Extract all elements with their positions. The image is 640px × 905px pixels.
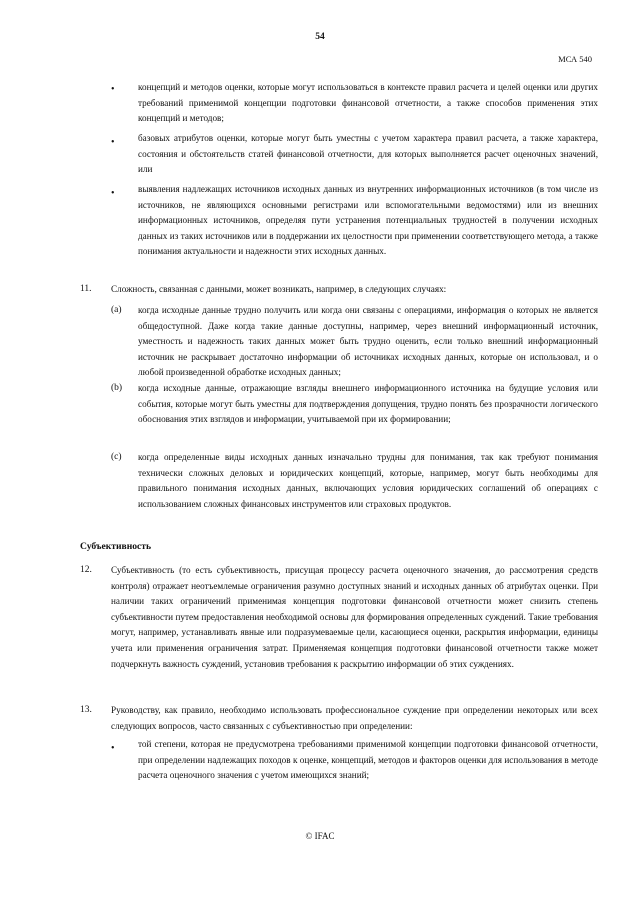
paragraph-text: Субъективность (то есть субъективность, присущая процессу расчета оценочного значения, до рассмотрения средств контроля) отражает неотъемлемые ограничения разумно доступных знаний и исходных данных об атрибутах оценки. При наличии таких ограничений применимая концепция подготовки финансовой отчетности может снизить степень субъективности путем предоставления необходимой основы для формирования определенных суждений. Такие требования могут, например, устанавливать явные или подразумеваемые цели, касающиеся оценки, раскрытия информации, единицы учета или применения ограничения затрат. Применяемая концепция подготовки финансовой отчетности также может подчеркнуть важность суждений, установив требования к раскрытию информации об этих суждениях. — [111, 565, 598, 669]
bullet-marker: • — [111, 137, 115, 148]
bullet-marker: • — [111, 84, 115, 95]
bullet-text: базовых атрибутов оценки, которые могут быть уместны с учетом характера правил расчета, а также характера, состояния и обстоятельств статей финансовой отчетности, для которых выполняется расчет оценочных значений, или — [138, 133, 598, 175]
bullet-text: концепций и методов оценки, которые могут использоваться в контексте правил расчета и целей оценки или других требований применимой концепции подготовки финансовой отчетности, а также способов применения этих концепций и методов; — [138, 82, 598, 124]
item-text: когда исходные данные трудно получить или когда они связаны с операциями, информация о которых не является общедоступной. Даже когда такие данные доступны, например, через внешний информационный источник, уместность и надежность таких данных может быть трудно оценить, если только внешний информационный источник не раскрывает достаточно информации об источниках исходных данных, которые он использовал, и о любой произведенной обработке исходных данных; — [138, 305, 598, 378]
page-number: 54 — [315, 32, 325, 42]
footer-copyright: © IFAC — [305, 831, 335, 841]
item-label: (c) — [111, 452, 122, 462]
item-label: (b) — [111, 383, 123, 393]
bullet-marker: • — [111, 743, 115, 754]
bullet-text: той степени, которая не предусмотрена требованиями применимой концепции подготовки финансовой отчетности, при определении надлежащих походов к оценке, концепций, методов и факторов оценки для использования в методе расчета оценочного значения с учетом имеющихся знаний; — [138, 739, 598, 781]
paragraph-text: Руководству, как правило, необходимо использовать профессиональное суждение при определении некоторых или всех следующих вопросов, часто связанных с субъективностью при определении: — [111, 705, 598, 731]
item-label: (a) — [111, 305, 122, 315]
item-text: когда исходные данные, отражающие взгляды внешнего информационного источника на будущие условия или события, которые могут быть уместны для подтверждения допущения, трудно понять без прозрачности логического обоснования этих взглядов и информации, учитываемой при их формировании; — [138, 383, 598, 425]
section-heading: Субъективность — [80, 541, 152, 552]
paragraph-number: 13. — [80, 705, 92, 715]
bullet-text: выявления надлежащих источников исходных данных из внутренних информационных источников (в том числе из источников, не являющихся основными регистрами или вспомогательными ведомостями) или из внешних информационных источников, определяя пути устранения потенциальных трудностей в получении исходных данных из таких источников или в поддержании их целостности при применении соответствующего метода, а также понимания актуальности и надежности этих исходных данных. — [138, 184, 598, 257]
paragraph-text: Сложность, связанная с данными, может возникать, например, в следующих случаях: — [111, 284, 447, 294]
standard-label: МСА 540 — [558, 54, 592, 64]
bullet-marker: • — [111, 188, 115, 199]
paragraph-number: 12. — [80, 565, 92, 575]
item-text: когда определенные виды исходных данных изначально трудны для понимания, так как требуют понимания технически сложных деловых и юридических концепций, которые, например, могут быть необходимы для правильного понимания исходных данных, включающих условия юридических соглашений об операциях с использованием сложных финансовых инструментов или страховых продуктов. — [138, 452, 598, 509]
paragraph-number: 11. — [80, 284, 92, 294]
